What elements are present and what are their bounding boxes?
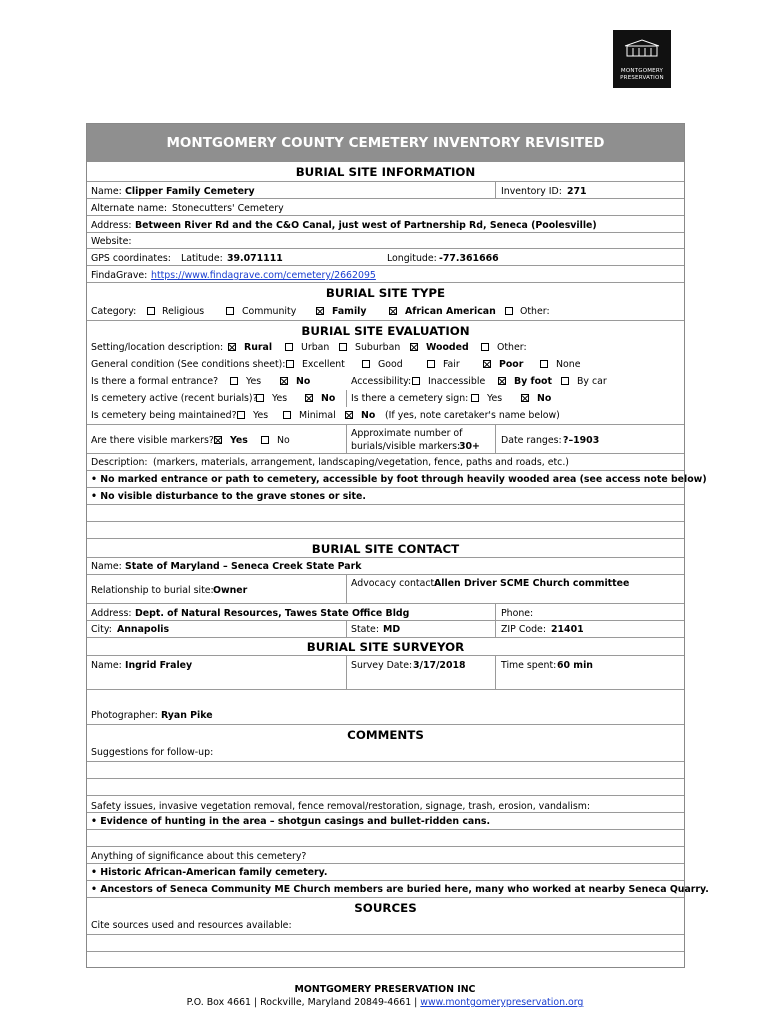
entrance-no: No: [296, 376, 311, 387]
option-poor: Poor: [499, 359, 524, 370]
active-yes: Yes: [272, 393, 288, 404]
row-name: [87, 181, 684, 199]
row-followup: [87, 744, 684, 762]
advocacy-contact: Allen Driver SCME Church committee: [434, 578, 630, 589]
checkbox-active-no[interactable]: [305, 394, 313, 402]
section-burial-type: BURIAL SITE TYPE: [87, 282, 684, 302]
checkbox-rural[interactable]: [228, 343, 236, 351]
row-entrance: [87, 373, 684, 390]
row-contact-name: [87, 557, 684, 574]
accessibility-label: Accessibility:: [351, 376, 412, 387]
website-label: Website:: [91, 236, 132, 247]
findagrave-link[interactable]: https://www.findagrave.com/cemetery/2662095: [151, 270, 376, 281]
entrance-yes: Yes: [246, 376, 262, 387]
row-safety-blank: [87, 829, 684, 846]
row-followup-blank-2: [87, 778, 684, 795]
row-alt-name: [87, 198, 684, 216]
option-rural: Rural: [244, 342, 273, 353]
zip-label: ZIP Code:: [501, 624, 546, 635]
row-markers: [87, 424, 684, 454]
safety-line-1: • Evidence of hunting in the area – shotgun casings and bullet-ridden cans.: [91, 816, 491, 827]
checkbox-excellent[interactable]: [286, 360, 294, 368]
checkbox-minimal[interactable]: [283, 411, 291, 419]
photographer: Ryan Pike: [161, 710, 213, 721]
checkbox-good[interactable]: [362, 360, 370, 368]
footer-org: MONTGOMERY PRESERVATION INC: [294, 984, 476, 995]
section-comments: COMMENTS: [87, 724, 684, 744]
row-surveyor-blank: [87, 689, 684, 706]
address-label: Address:: [91, 220, 132, 231]
active-label: Is cemetery active (recent burials)?: [91, 393, 258, 404]
option-religious: Religious: [162, 306, 205, 317]
gps-label: GPS coordinates:: [91, 253, 171, 264]
zip: 21401: [551, 624, 584, 635]
alt-name-label: Alternate name:: [91, 203, 168, 214]
findagrave-label: FindaGrave:: [91, 270, 148, 281]
checkbox-family[interactable]: [316, 307, 324, 315]
footer-contact: [0, 997, 770, 1008]
relationship: Owner: [213, 585, 248, 596]
option-other: Other:: [520, 306, 550, 317]
checkbox-wooded[interactable]: [410, 343, 418, 351]
option-family: Family: [332, 306, 367, 317]
condition-label: General condition (See conditions sheet):: [91, 359, 286, 370]
option-community: Community: [242, 306, 297, 317]
time-spent: 60 min: [557, 660, 593, 671]
sign-yes: Yes: [487, 393, 503, 404]
option-minimal: Minimal: [299, 410, 336, 421]
row-significance: [87, 846, 684, 863]
checkbox-urban[interactable]: [285, 343, 293, 351]
city-label: City:: [91, 624, 112, 635]
markers-no: No: [277, 435, 290, 446]
logo-line-2: PRESERVATION: [620, 75, 664, 81]
row-gps: [87, 248, 684, 266]
section-burial-contact: BURIAL SITE CONTACT: [87, 538, 684, 558]
markers-label: Are there visible markers?: [91, 435, 214, 446]
checkbox-poor[interactable]: [483, 360, 491, 368]
section-burial-eval: BURIAL SITE EVALUATION: [87, 320, 684, 340]
row-description: [87, 453, 684, 470]
row-condition: [87, 356, 684, 373]
maintained-no: No: [361, 410, 376, 421]
longitude: -77.361666: [439, 253, 499, 264]
address: Between River Rd and the C&O Canal, just west of Partnership Rd, Seneca (Poolesville): [135, 220, 597, 231]
row-maintained: [87, 407, 684, 424]
entrance-label: Is there a formal entrance?: [91, 376, 219, 387]
photographer-label: Photographer:: [91, 710, 158, 721]
contact-address-label: Address:: [91, 608, 132, 619]
building-icon: [621, 38, 663, 58]
row-active: [87, 390, 684, 407]
checkbox-by-car[interactable]: [561, 377, 569, 385]
maintained-label: Is cemetery being maintained?: [91, 410, 237, 421]
option-fair: Fair: [443, 359, 460, 370]
row-surveyor: [87, 655, 684, 690]
latitude-label: Latitude:: [181, 253, 223, 264]
phone-label: Phone:: [501, 608, 534, 619]
description-line-1: • No marked entrance or path to cemetery, accessible by foot through heavily wooded area (see access note below): [91, 474, 707, 485]
longitude-label: Longitude:: [387, 253, 437, 264]
checkbox-sign-no[interactable]: [521, 394, 529, 402]
maintained-note: (If yes, note caretaker's name below): [385, 410, 560, 421]
description-label: Description:: [91, 457, 148, 468]
row-desc-2: [87, 487, 684, 504]
section-burial-info: BURIAL SITE INFORMATION: [295, 165, 476, 179]
approx-label-1: Approximate number of: [351, 428, 463, 439]
checkbox-maintained-yes[interactable]: [237, 411, 245, 419]
option-by-foot: By foot: [514, 376, 552, 387]
alt-name: Stonecutters' Cemetery: [172, 203, 284, 214]
checkbox-entrance-yes[interactable]: [230, 377, 238, 385]
row-followup-blank-1: [87, 761, 684, 778]
row-sources-blank-1: [87, 934, 684, 951]
form-title: MONTGOMERY COUNTY CEMETERY INVENTORY REVISITED: [87, 124, 684, 162]
maintained-yes: Yes: [253, 410, 269, 421]
checkbox-markers-yes[interactable]: [214, 436, 222, 444]
option-wooded: Wooded: [426, 342, 469, 353]
row-contact-address: [87, 603, 684, 621]
active-no: No: [321, 393, 336, 404]
row-sources: [87, 917, 684, 934]
checkbox-maintained-no[interactable]: [345, 411, 353, 419]
row-findagrave: [87, 265, 684, 283]
checkbox-religious[interactable]: [147, 307, 155, 315]
checkbox-by-foot[interactable]: [498, 377, 506, 385]
setting-label: Setting/location description:: [91, 342, 224, 353]
option-urban: Urban: [301, 342, 330, 353]
option-setting-other: Other:: [497, 342, 527, 353]
surveyor-name-label: Name:: [91, 660, 122, 671]
inventory-id: 271: [567, 186, 587, 197]
relationship-label: Relationship to burial site:: [91, 585, 214, 596]
state-label: State:: [351, 624, 379, 635]
description-line-2: • No visible disturbance to the grave stones or site.: [91, 491, 366, 502]
checkbox-markers-no[interactable]: [261, 436, 269, 444]
safety-label: Safety issues, invasive vegetation removal, fence removal/restoration, signage, trash, erosion, vandalism:: [91, 801, 590, 812]
checkbox-african-american[interactable]: [389, 307, 397, 315]
significance-label: Anything of significance about this cemetery?: [91, 851, 307, 862]
footer-website-link[interactable]: www.montgomerypreservation.org: [420, 997, 584, 1008]
row-desc-blank-2: [87, 521, 684, 538]
followup-label: Suggestions for follow-up:: [91, 747, 214, 758]
row-safety-1: [87, 812, 684, 829]
checkbox-none[interactable]: [540, 360, 548, 368]
approx-value: 30+: [459, 441, 480, 452]
sign-no: No: [537, 393, 552, 404]
row-sig-1: [87, 863, 684, 880]
option-excellent: Excellent: [302, 359, 345, 370]
checkbox-setting-other[interactable]: [481, 343, 489, 351]
checkbox-fair[interactable]: [427, 360, 435, 368]
row-photographer: [87, 706, 684, 724]
montgomery-preservation-logo: [613, 30, 671, 88]
checkbox-community[interactable]: [226, 307, 234, 315]
row-sources-blank-2: [87, 951, 684, 968]
logo-line-1: MONTGOMERY: [620, 68, 664, 74]
date-range-label: Date ranges:: [501, 435, 562, 446]
row-website: [87, 232, 684, 249]
sources-label: Cite sources used and resources available:: [91, 920, 292, 931]
row-city: [87, 620, 684, 637]
city: Annapolis: [117, 624, 170, 635]
significance-line-2: • Ancestors of Seneca Community ME Church members are buried here, many who worked at nearby Seneca Quarry.: [91, 884, 709, 895]
checkbox-other[interactable]: [505, 307, 513, 315]
checkbox-inaccessible[interactable]: [412, 377, 420, 385]
name-label: Name:: [91, 186, 122, 197]
section-burial-surveyor: BURIAL SITE SURVEYOR: [87, 637, 684, 656]
row-desc-1: [87, 470, 707, 487]
sign-label: Is there a cemetery sign:: [351, 393, 469, 404]
option-african-american: African American: [405, 306, 496, 317]
row-setting: [87, 339, 684, 356]
option-inaccessible: Inaccessible: [428, 376, 486, 387]
advocacy-label: Advocacy contact:: [351, 578, 438, 589]
significance-line-1: • Historic African-American family cemetery.: [91, 867, 328, 878]
contact-name-label: Name:: [91, 561, 122, 572]
description-hint: (markers, materials, arrangement, landscaping/vegetation, fence, paths and roads, etc.): [153, 457, 569, 468]
row-relationship: [87, 574, 684, 604]
checkbox-active-yes[interactable]: [256, 394, 264, 402]
row-sig-2: [87, 880, 709, 898]
approx-label-2: burials/visible markers:: [351, 441, 461, 452]
option-suburban: Suburban: [355, 342, 401, 353]
checkbox-entrance-no[interactable]: [280, 377, 288, 385]
inventory-id-label: Inventory ID:: [501, 186, 562, 197]
checkbox-sign-yes[interactable]: [471, 394, 479, 402]
time-spent-label: Time spent:: [501, 660, 557, 671]
state: MD: [383, 624, 401, 635]
checkbox-suburban[interactable]: [339, 343, 347, 351]
date-range: ?–1903: [563, 435, 600, 446]
row-address: [87, 215, 684, 233]
row-category: [87, 302, 684, 320]
inventory-form: [86, 123, 709, 968]
section-sources: SOURCES: [87, 897, 684, 917]
surveyor-name: Ingrid Fraley: [125, 660, 193, 671]
row-safety: [87, 795, 684, 813]
option-good: Good: [378, 359, 403, 370]
category-label: Category:: [91, 306, 137, 317]
contact-address: Dept. of Natural Resources, Tawes State Office Bldg: [135, 608, 410, 619]
markers-yes: Yes: [230, 435, 248, 446]
survey-date-label: Survey Date:: [351, 660, 413, 671]
option-by-car: By car: [577, 376, 607, 387]
latitude: 39.071111: [227, 253, 283, 264]
survey-date: 3/17/2018: [413, 660, 466, 671]
cemetery-name: Clipper Family Cemetery: [125, 186, 255, 197]
footer-address: P.O. Box 4661 | Rockville, Maryland 20849-4661 |: [186, 997, 418, 1008]
row-desc-blank-1: [87, 504, 684, 521]
contact-name: State of Maryland – Seneca Creek State Park: [125, 561, 362, 572]
option-none: None: [556, 359, 581, 370]
